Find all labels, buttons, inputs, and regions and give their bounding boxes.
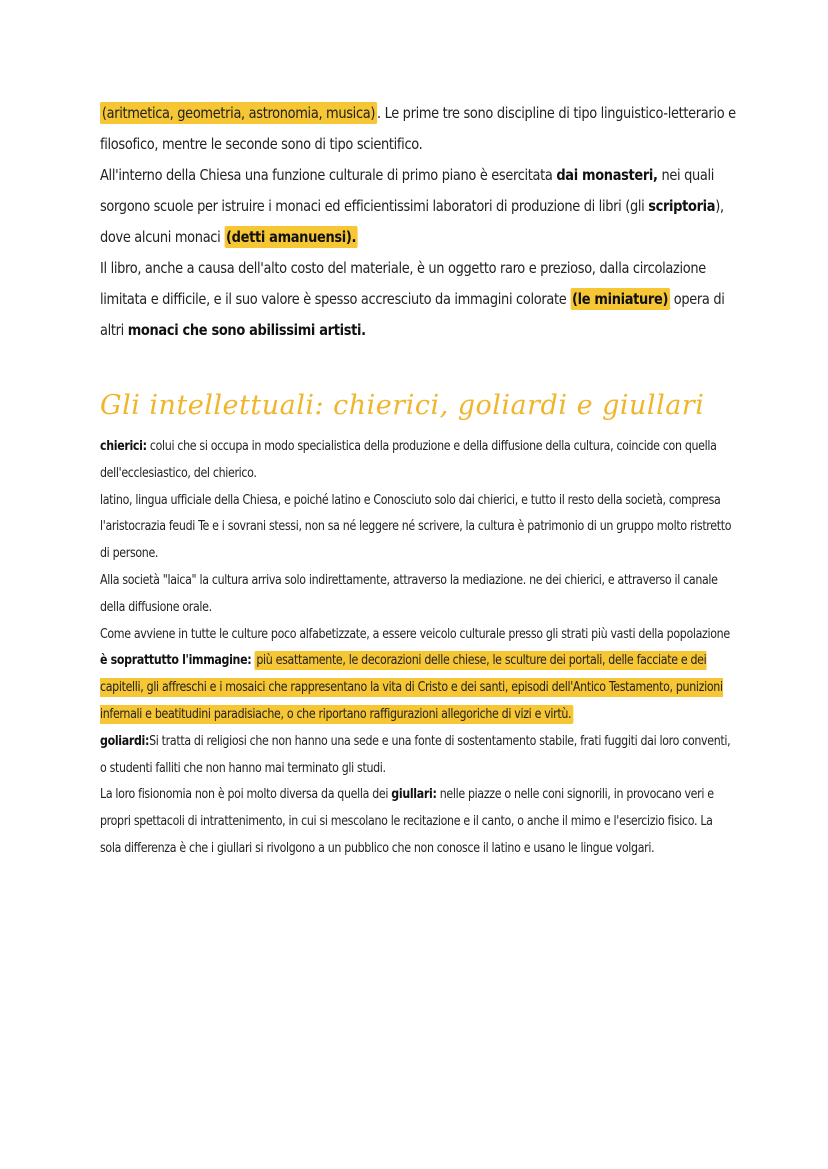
text-giullari-def: nelle piazze o nelle coni signorili, in provocano veri e propri spettacoli di intrattenimento, in cui si mescolano le recitazione e il canto, o anche il mimo e l'esercizio fisico. La sola differenza è che i giullari si rivolgono a un pubblico che non conosce il latino e usano le lingue volgari. — [100, 787, 714, 856]
text-goliardi-def: Si tratta di religiosi che non hanno una sede e una fonte di sostentamento stabile, frati fuggiti dai loro conventi, o studenti falliti che non hanno mai terminato gli studi. — [100, 733, 731, 776]
paragraph-monasteries — [100, 98, 740, 346]
text-disciplines: . Le prime tre sono discipline di tipo linguistico-letterario e filosofico, mentre le seconde sono di tipo scientifico. — [100, 104, 736, 153]
section-heading: Gli intellettuali: chierici, goliardi e giullari — [100, 390, 705, 421]
paragraph-intellectuals — [100, 434, 732, 863]
text-work-of: opera di altri — [100, 290, 725, 339]
document-page — [100, 98, 740, 863]
bold-giullari: giullari: — [391, 787, 437, 803]
text-monks: ), dove alcuni monaci — [100, 197, 724, 246]
text-schools: nei quali sorgono scuole per istruire i monaci ed efficientissimi laboratori di produzione di libri (gli — [100, 166, 715, 215]
highlight-amanuensi: (detti amanuensi). — [226, 228, 357, 246]
text-latin: latino, lingua ufficiale della Chiesa, e poiché latino e Conosciuto solo dai chierici, e tutto il resto della società, compresa l'aristocrazia feudi Te e i sovrani stessi, non sa né leggere né scrivere, la cultura è patrimonio di un gruppo molto ristretto di persone. — [100, 492, 732, 562]
highlight-decorations: più esattamente, le decorazioni delle chiese, le sculture dei portali, delle facciate e dei capitelli, gli affreschi e i mosaici che rappresentano la vita di Cristo e dei santi, episodi dell'Antico Testamento, punizioni infernali e beatitudini paradisiache, o che riportano raffigurazioni allegoriche di vizi e virtù. — [100, 653, 723, 722]
highlight-quadrivium: (aritmetica, geometria, astronomia, musica) — [101, 104, 376, 122]
bold-scriptoria: scriptoria — [648, 197, 716, 215]
bold-artists: monaci che sono abilissimi artisti. — [127, 321, 366, 339]
text-book-value: Il libro, anche a causa dell'alto costo del materiale, è un oggetto raro e prezioso, dalla circolazione limitata e difficile, e il suo valore è spesso accresciuto da immagini colorate — [100, 259, 706, 308]
text-fisionomia: La loro fisionomia non è poi molto diversa da quella dei — [100, 787, 392, 803]
bold-immagine: è soprattutto l'immagine: — [100, 653, 252, 669]
text-church-function: All'interno della Chiesa una funzione culturale di primo piano è esercitata — [100, 166, 557, 184]
bold-goliardi: goliardi: — [100, 733, 150, 749]
text-chierici-def: colui che si occupa in modo specialistica della produzione e della diffusione della cultura, coincide con quella dell'ecclesiastico, del chierico. — [100, 439, 717, 481]
text-cultures: Come avviene in tutte le culture poco alfabetizzate, a essere veicolo culturale presso gli strati più vasti della popolazione — [100, 626, 730, 642]
bold-monasteries: dai monasteri, — [556, 166, 658, 184]
bold-chierici: chierici: — [100, 439, 147, 454]
highlight-miniature: (le miniature) — [572, 290, 669, 308]
text-laica: Alla società "laica" la cultura arriva solo indirettamente, attraverso la mediazione. ne dei chierici, e attraverso il canale della diffusione orale. — [100, 572, 718, 615]
